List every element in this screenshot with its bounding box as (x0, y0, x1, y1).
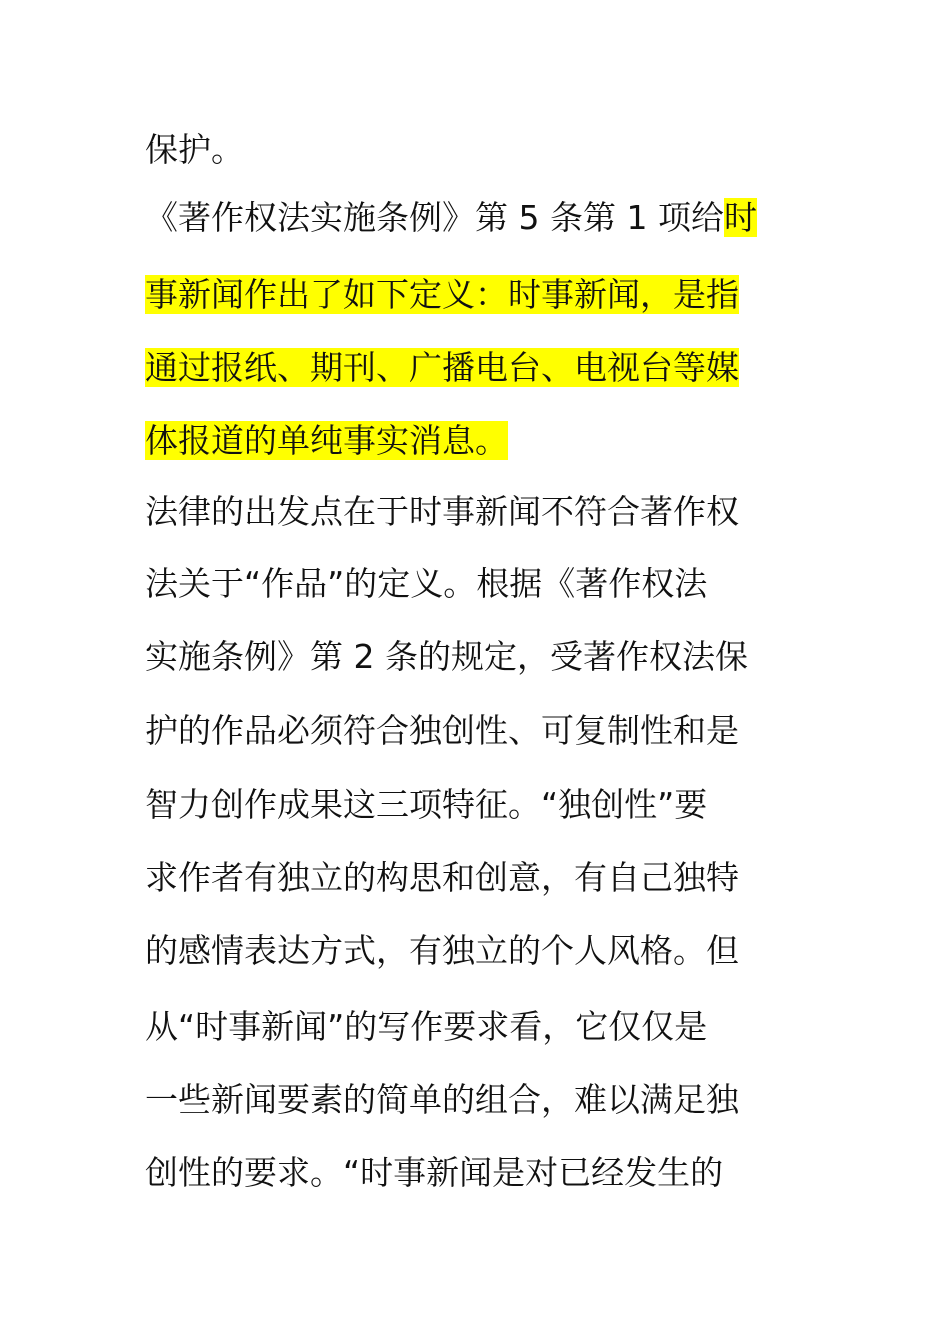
text-line (145, 632, 810, 682)
text-line (145, 926, 810, 976)
text-line (145, 487, 810, 537)
text-run: 智力创作成果这三项特征。“独创性”要 (145, 785, 708, 824)
text-run: 求作者有独立的构思和创意，有自己独特 (145, 858, 739, 897)
text-line (145, 343, 810, 393)
text-run: 法律的出发点在于时事新闻不符合著作权 (145, 492, 739, 531)
text-run: 法关于“作品”的定义。根据《著作权法 (145, 564, 708, 603)
text-run: 的感情表达方式，有独立的个人风格。但 (145, 931, 739, 970)
text-run: 实施条例》第 2 条的规定，受著作权法保 (145, 637, 748, 676)
text-run: 从“时事新闻”的写作要求看，它仅仅是 (145, 1007, 708, 1046)
text-run: 保护。 (145, 130, 244, 169)
text-run: 《著作权法实施条例》第 5 条第 1 项给 (145, 198, 724, 237)
text-line (145, 1148, 810, 1198)
text-line (145, 706, 810, 756)
highlighted-text: 时 (723, 198, 757, 237)
text-line (145, 780, 810, 830)
text-line (145, 559, 810, 609)
text-line (145, 853, 810, 903)
text-line (145, 1002, 810, 1052)
text-line (145, 416, 810, 466)
highlighted-text: 体报道的单纯事实消息。 (145, 421, 508, 460)
highlighted-text: 事新闻作出了如下定义：时事新闻，是指 (145, 275, 739, 314)
text-run: 护的作品必须符合独创性、可复制性和是 (145, 711, 739, 750)
text-run: 创性的要求。“时事新闻是对已经发生的 (145, 1153, 724, 1192)
text-line (145, 193, 810, 243)
text-line (145, 125, 810, 175)
highlighted-text: 通过报纸、期刊、广播电台、电视台等媒 (145, 348, 739, 387)
text-run: 一些新闻要素的简单的组合，难以满足独 (145, 1080, 739, 1119)
text-line (145, 270, 810, 320)
text-line (145, 1075, 810, 1125)
